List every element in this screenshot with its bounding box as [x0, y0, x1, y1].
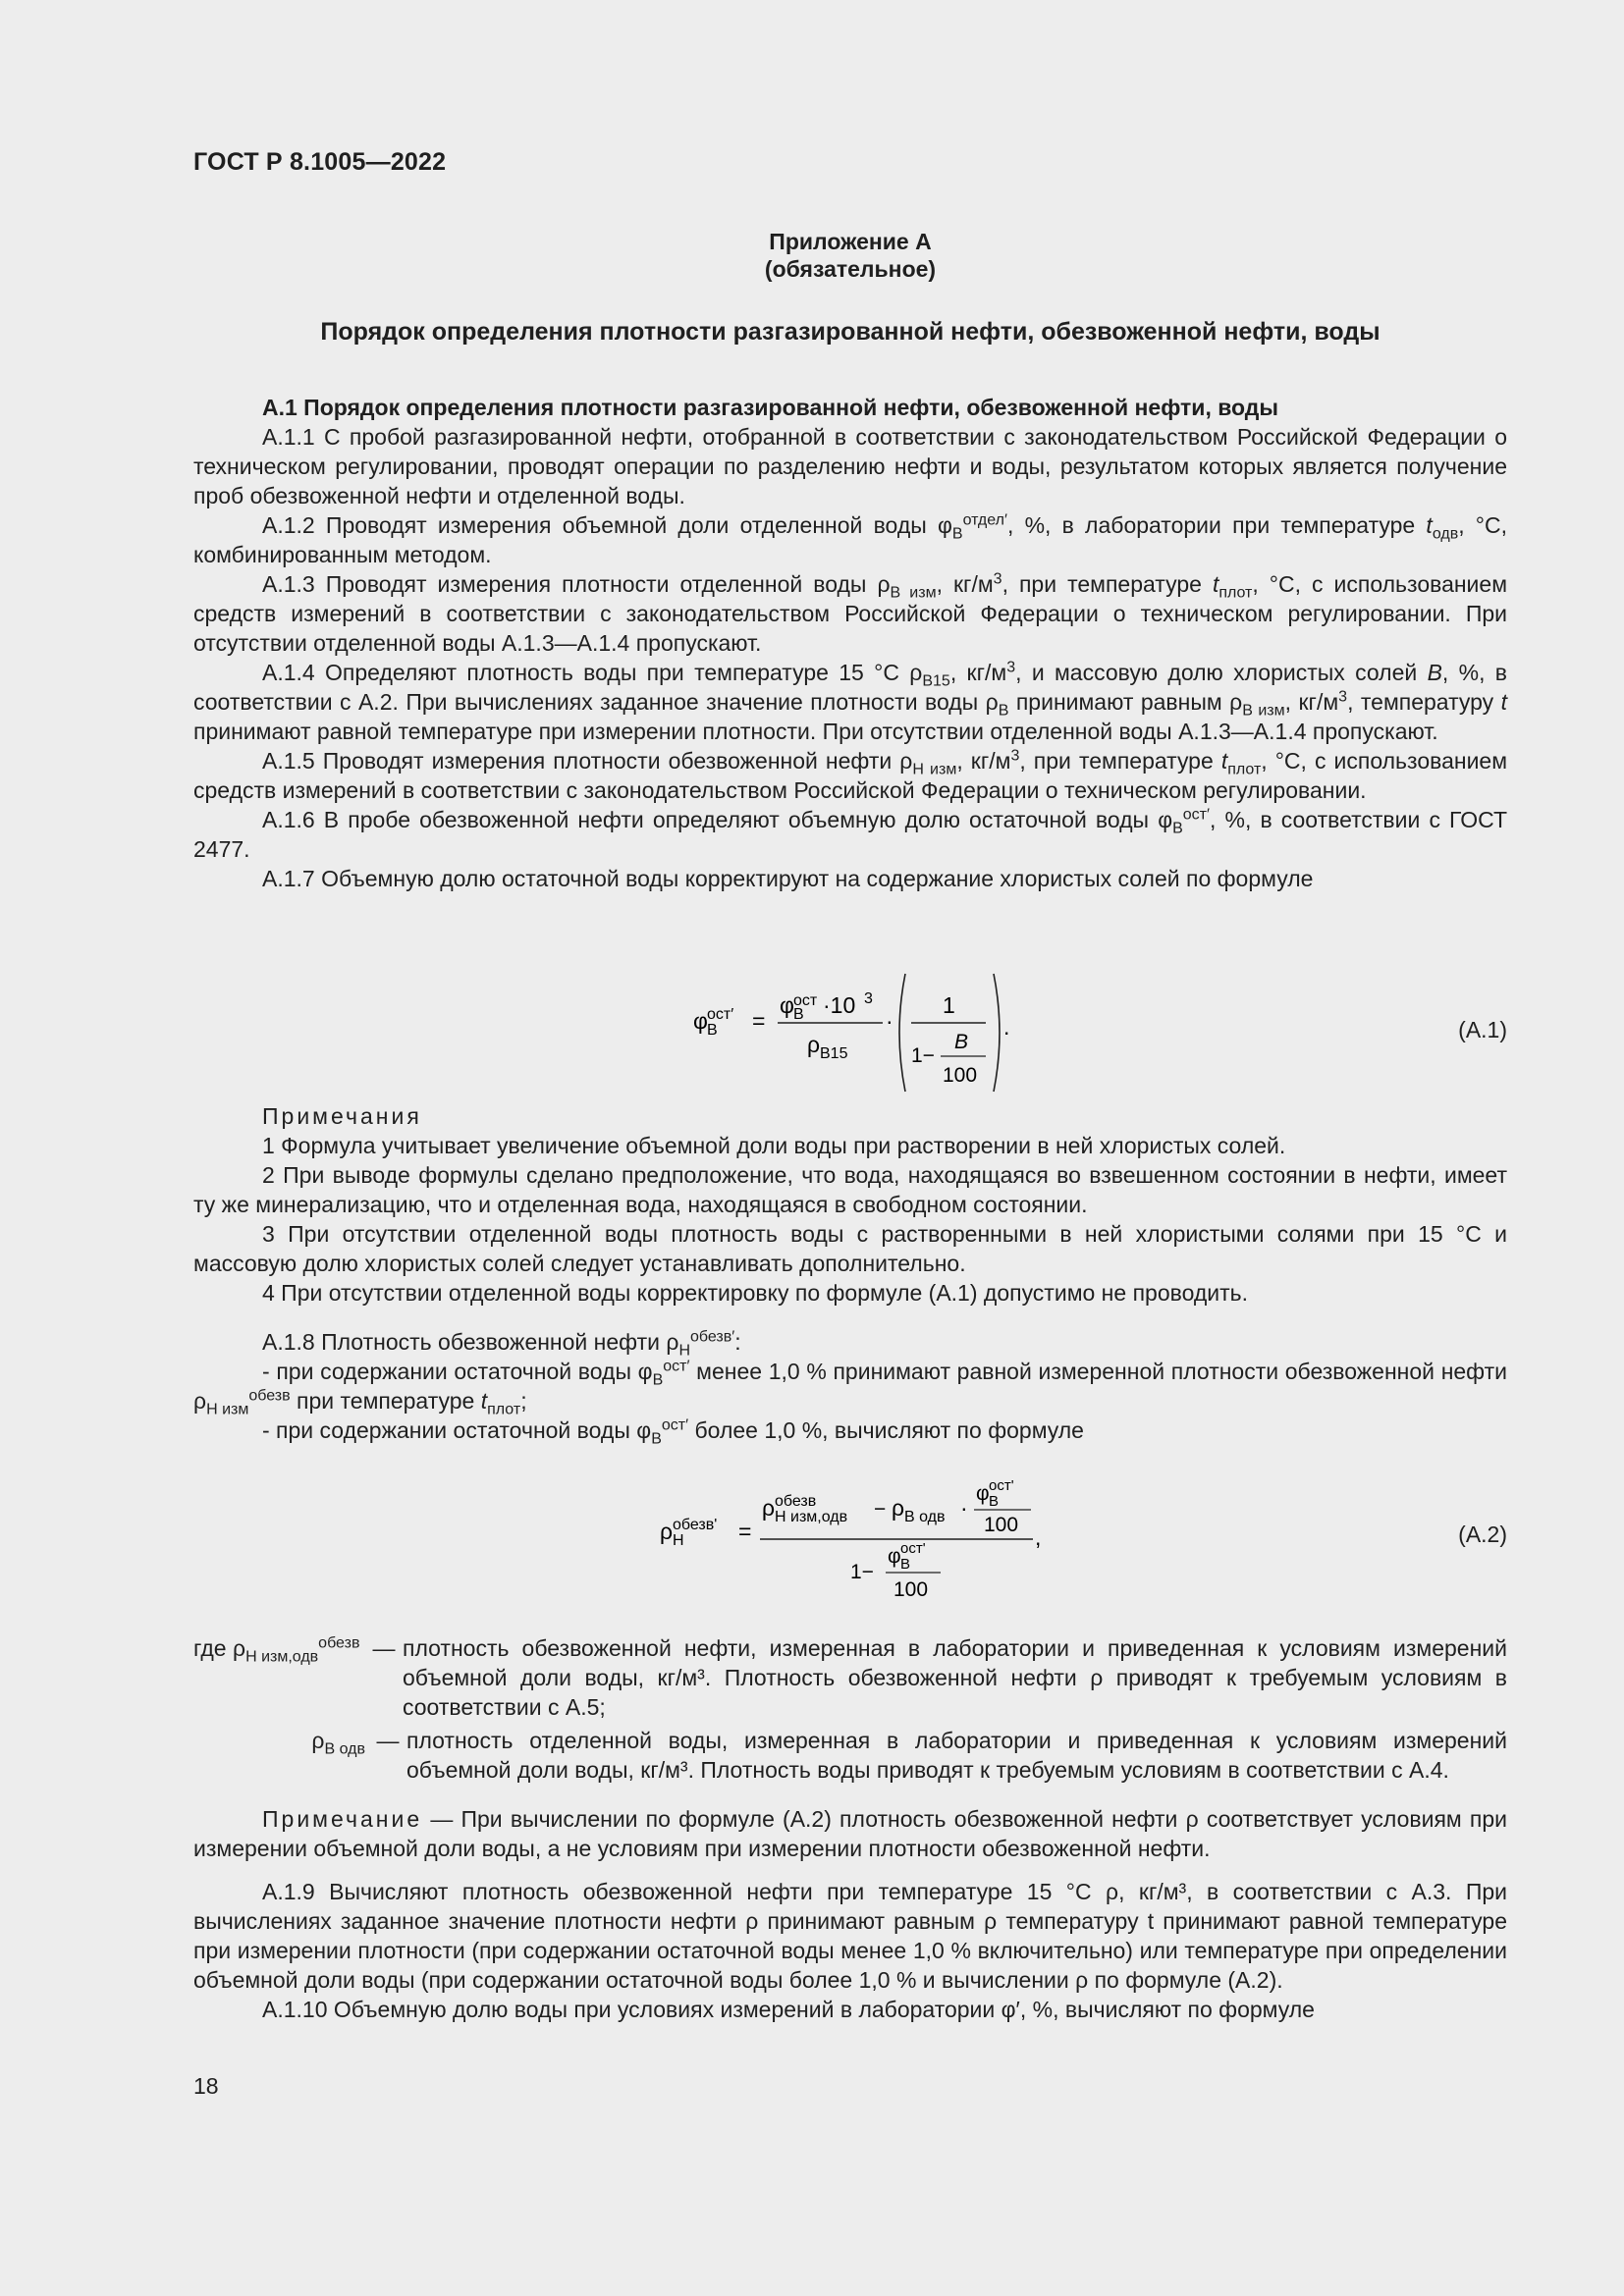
den-hundred: 100: [893, 1578, 929, 1601]
lhs-sup: обезв': [673, 1517, 718, 1533]
one: 1: [943, 992, 955, 1018]
paragraph-a118-item1: - при содержании остаточной воды $\varphi_В^{ост'}$ менее 1,0 % принимают равной измеренной плотности обезвоженной нефти $\rho_{Н изм}^{обезв}$ при температуре $t_{плот}$;: [193, 1358, 1507, 1418]
definition-2: [193, 1726, 1507, 1785]
definition-2-text: плотность отделенной воды, измеренная в лаборатории и приведенная к условиям измерений объемной доли воды, кг/м³. Плотность воды приводят к требуемым условиям в соответствии с А.4.: [406, 1728, 1507, 1783]
note-a2: Примечание — При вычислении по формуле (А.2) плотность обезвоженной нефти ρ соответствует условиям при измерении объемной доли воды, а не условиям при измерении плотности обезвоженной нефти.: [193, 1806, 1507, 1861]
note-3: 3 При отсутствии отделенной воды плотность воды с растворенными в ней хлористыми солями при 15 °С и массовую долю хлористых солей следует устанавливать дополнительно.: [193, 1221, 1507, 1276]
num-rho2-sub: В одв: [904, 1509, 946, 1525]
note-a2-block: [193, 1804, 1507, 1863]
paragraph-a119: А.1.9 Вычисляют плотность обезвоженной нефти при температуре 15 °С ρ, кг/м³, в соответствии с А.3. При вычислениях заданное значение плотности нефти ρ принимают равным ρ температуру t принимают равной температуре при измерении плотности (при содержании остаточной воды менее 1,0 % включительно) или температуре при определении объемной доли воды (при содержании остаточной воды более 1,0 % и вычислении ρ по формуле (А.2).: [193, 1879, 1507, 1993]
note-4: 4 При отсутствии отделенной воды корректировку по формуле (А.1) допустимо не проводить.: [262, 1280, 1249, 1306]
num-sub: Н изм,одв: [775, 1509, 848, 1525]
note-1: 1 Формула учитывает увеличение объемной доли воды при растворении в ней хлористых солей.: [262, 1133, 1286, 1158]
formula-a1-label: (А.1): [1458, 1017, 1507, 1042]
formula-a1-graphic: [691, 970, 1016, 1095]
paragraph-a115: А.1.5 Проводят измерения плотности обезвоженной нефти $\rho_{Н изм}$, $кг/м^3$, при температуре $t_{плот}$, °С, с использованием средств измерений в соответствии с законодательством Российской Федерации о техническом регулировании.: [193, 747, 1508, 803]
paragraph-a112: А.1.2 Проводят измерения объемной доли отделенной воды $\varphi_В^{отдел'}$, %, в лаборатории при температуре $t_{одв}$, °С, комбинированным методом.: [193, 511, 1508, 567]
den-phi: φ: [888, 1545, 901, 1568]
definitions: [193, 1633, 1507, 1785]
num-sub: В: [793, 1006, 804, 1023]
section-title: А.1 Порядок определения плотности разгазированной нефти, обезвоженной нефти, воды: [262, 395, 1279, 420]
paragraph-a117: А.1.7 Объемную долю остаточной воды корректируют на содержание хлористых солей по формуле: [262, 866, 1314, 891]
lhs-sup: ост′: [707, 1006, 734, 1023]
one-minus: 1−: [911, 1044, 935, 1067]
inner-sup: ост': [989, 1477, 1014, 1494]
formula-a2: [656, 1470, 1068, 1606]
section-a1: [193, 393, 1507, 893]
paragraph-a118-item2: - при содержании остаточной воды $\varphi_В^{ост'}$ более 1,0 %, вычисляют по формуле: [262, 1416, 1084, 1448]
appendix-title: Приложение А: [769, 229, 932, 254]
minus: −: [874, 1498, 887, 1521]
note-2: 2 При выводе формулы сделано предположение, что вода, находящаяся во взвешенном состоянии в нефти, имеет ту же минерализацию, что и отделенная вода, находящаяся в свободном состоянии.: [193, 1162, 1507, 1217]
appendix-status: (обязательное): [764, 256, 937, 282]
den-one-minus: 1−: [850, 1561, 874, 1583]
den-sub: В: [900, 1556, 911, 1573]
definition-1: [193, 1633, 1507, 1722]
num-phi: φ: [780, 992, 794, 1018]
paren-left: [899, 974, 905, 1092]
lhs-sub: В: [707, 1022, 718, 1039]
num-dot: ·: [960, 1495, 968, 1521]
period: .: [1003, 1014, 1010, 1040]
num-exp-sup: 3: [864, 990, 873, 1007]
hundred: 100: [943, 1064, 978, 1087]
lhs-sub: Н: [673, 1532, 684, 1549]
num-rho: ρ: [762, 1495, 776, 1521]
paragraph-a116: А.1.6 В пробе обезвоженной нефти определяют объемную долю остаточной воды $\varphi_В^{ост'}$, %, в соответствии с ГОСТ 2477.: [193, 806, 1507, 862]
formula-a2-graphic: [656, 1470, 1068, 1606]
page-number: 18: [193, 2073, 219, 2099]
notes-a1: [193, 1101, 1507, 1308]
appendix-header: [193, 228, 1507, 283]
definition-1-text: плотность обезвоженной нефти, измеренная в лаборатории и приведенная к условиям измерений объемной доли воды, кг/м³. Плотность обезвоженной нефти ρ приводят к требуемым условиям в соответствии с А.5;: [403, 1635, 1507, 1720]
dot: ·: [886, 1008, 893, 1034]
num-exp: ·10: [823, 992, 856, 1018]
appendix-heading-block: [193, 316, 1507, 347]
definition-dash: —: [372, 1635, 396, 1661]
lhs-rho: ρ: [660, 1519, 674, 1544]
inner-sub: В: [989, 1493, 1000, 1510]
inner-hundred: 100: [984, 1514, 1019, 1536]
paren-right: [994, 974, 1000, 1092]
comma: ,: [1035, 1524, 1042, 1550]
num-rho2: ρ: [892, 1495, 905, 1521]
num-sup: ост: [793, 992, 818, 1009]
b-var: B: [954, 1031, 969, 1053]
equals: =: [738, 1519, 752, 1544]
definition-dash: —: [376, 1728, 400, 1753]
paragraph-a118: А.1.8 Плотность обезвоженной нефти $\rho_Н^{обезв'}$:: [262, 1328, 741, 1360]
formula-a2-label: (А.2): [1458, 1522, 1507, 1547]
den-sub: В15: [820, 1045, 848, 1062]
inner-phi: φ: [976, 1482, 990, 1505]
paragraph-a111: А.1.1 С пробой разгазированной нефти, отобранной в соответствии с законодательством Российской Федерации о техническом регулировании, проводят операции по разделению нефти и воды, результатом которых является получение проб обезвоженной нефти и отделенной воды.: [193, 424, 1507, 508]
paragraph-a113: А.1.3 Проводят измерения плотности отделенной воды $\rho_{В изм}$, $кг/м^3$, при температуре $t_{плот}$, °С, с использованием средств измерений в соответствии с законодательством Российской Федерации о техническом регулировании. При отсутствии отделенной воды А.1.3—А.1.4 пропускают.: [193, 570, 1508, 656]
notes-title: Примечания: [262, 1103, 422, 1129]
definition-2-symbol: $\rho_{В одв}$: [311, 1728, 365, 1758]
paragraph-a118-block: [193, 1327, 1507, 1448]
definition-1-symbol: где $\rho_{Н изм,одв}^{обезв}$: [193, 1634, 360, 1666]
lhs-phi: φ: [693, 1008, 708, 1034]
paragraph-a119-block: [193, 1877, 1507, 2024]
num-sup: обезв: [775, 1493, 817, 1510]
den-rho: ρ: [807, 1032, 821, 1057]
paragraph-a114: А.1.4 Определяют плотность воды при температуре 15 °С $\rho_{В15}$, $кг/м^3$, и массовую долю хлористых солей B, %, в соответствии с А.2. При вычислениях заданное значение плотности воды $\rho_В$ принимают равным $\rho_{В изм}$, $кг/м^3$, температуру t принимают равной температуре при измерении плотности. При отсутствии отделенной воды А.1.3—А.1.4 пропускают.: [193, 659, 1508, 744]
appendix-heading: Порядок определения плотности разгазированной нефти, обезвоженной нефти, воды: [320, 318, 1380, 346]
den-sup: ост': [900, 1540, 926, 1557]
paragraph-a1110: А.1.10 Объемную долю воды при условиях измерений в лаборатории φ′, %, вычисляют по формуле: [262, 1997, 1315, 2022]
formula-a1: [691, 970, 1016, 1095]
document-code: ГОСТ Р 8.1005—2022: [193, 148, 447, 176]
equals: =: [752, 1008, 766, 1034]
